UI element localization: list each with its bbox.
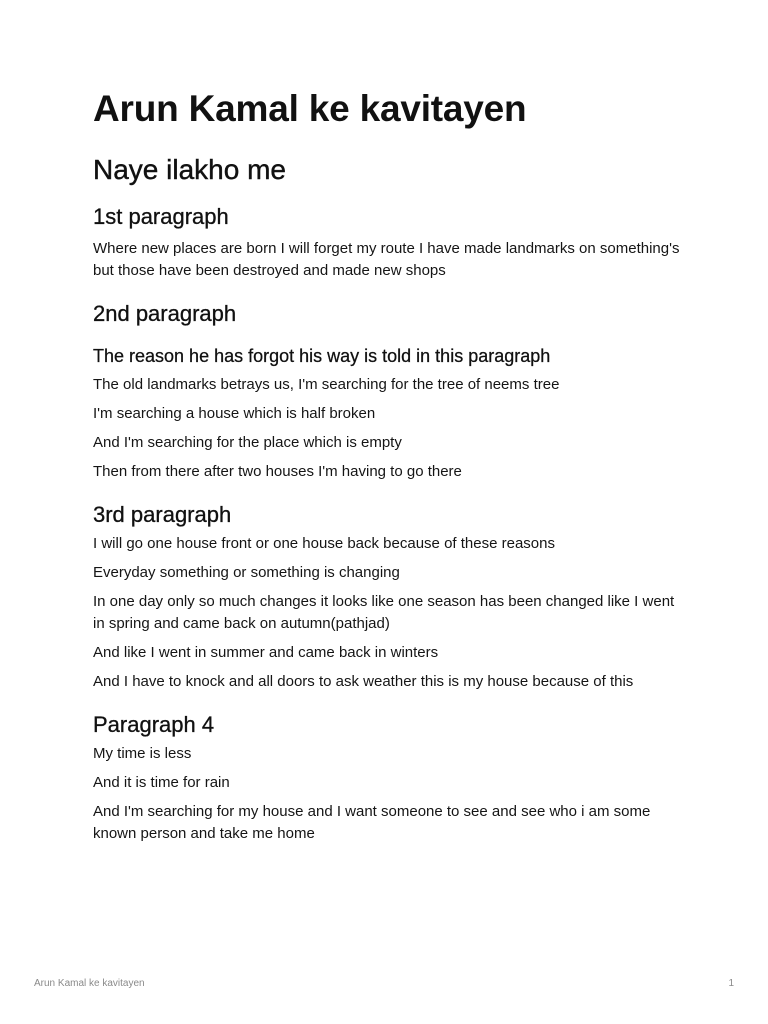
paragraph-3-line-5: And I have to knock and all doors to ask weather this is my house because of this [93,673,634,690]
paragraph-3-line-1: I will go one house front or one house back because of these reasons [93,535,555,552]
paragraph-2-line-3: And I'm searching for the place which is empty [93,434,402,451]
page-number: 1 [728,978,734,989]
paragraph-1-heading: 1st paragraph [93,204,229,229]
paragraph-2-subheading: The reason he has forgot his way is told in this paragraph [93,346,551,366]
paragraph-1-text: Where new places are born I will forget my route I have made landmarks on something's but those have been destroyed and made new shops [93,240,680,279]
paragraph-4-line-1: My time is less [93,745,192,762]
paragraph-2-line-1: The old landmarks betrays us, I'm searching for the tree of neems tree [93,376,560,393]
paragraph-3-line-4: And like I went in summer and came back in winters [93,644,439,661]
paragraph-2-heading: 2nd paragraph [93,301,237,326]
paragraph-4-line-3: And I'm searching for my house and I want someone to see and see who i am some known person and take me home [93,803,651,842]
section-title: Naye ilakho me [93,154,286,185]
paragraph-3-line-3: In one day only so much changes it looks like one season has been changed like I went in spring and came back on autumn(pathjad) [93,593,675,632]
paragraph-3-line-2: Everyday something or something is changing [93,564,400,581]
document-title: Arun Kamal ke kavitayen [93,88,527,129]
paragraph-4-line-2: And it is time for rain [93,774,230,791]
paragraph-2-line-4: Then from there after two houses I'm having to go there [93,463,462,480]
paragraph-2-line-2: I'm searching a house which is half broken [93,405,376,422]
paragraph-3-heading: 3rd paragraph [93,502,232,527]
paragraph-4-heading: Paragraph 4 [93,712,215,737]
document-page [93,84,683,845]
footer-title: Arun Kamal ke kavitayen [34,978,145,989]
